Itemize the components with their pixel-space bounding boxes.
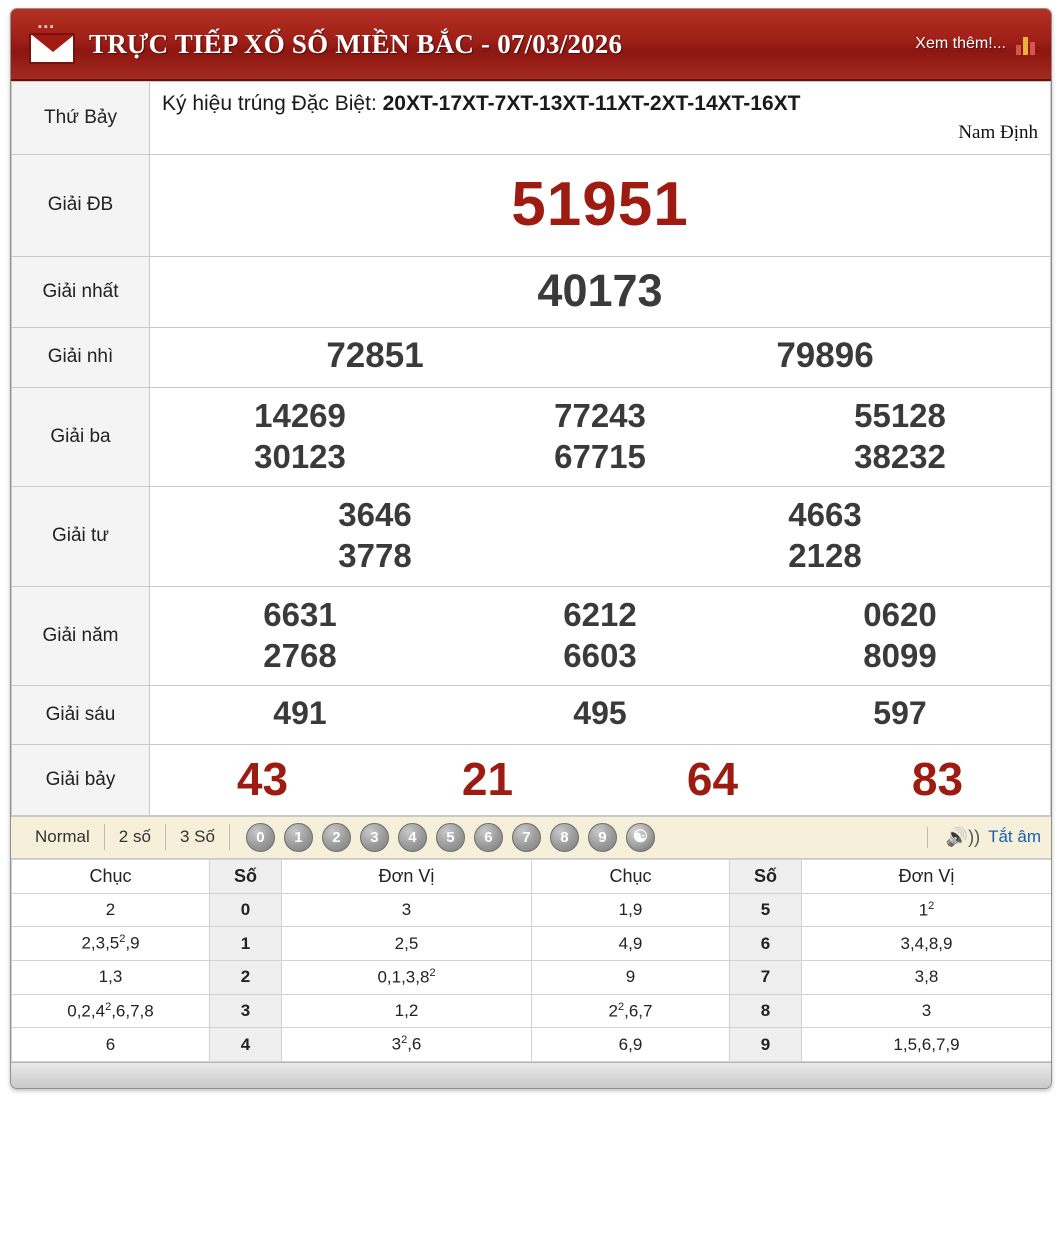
prize-row-3: [12, 387, 1051, 487]
digit-ball-8[interactable]: 8: [550, 823, 579, 852]
stats-header-so-left: Số: [210, 859, 282, 893]
digit-ball-2[interactable]: 2: [322, 823, 351, 852]
page-title: TRỰC TIẾP XỔ SỐ MIỀN BẮC - 07/03/2026: [89, 28, 623, 59]
cell-so-left: 4: [210, 1028, 282, 1062]
mute-button[interactable]: Tắt âm: [988, 827, 1041, 847]
stats-header-row: [12, 859, 1052, 893]
prize-number: 77243: [554, 396, 646, 434]
prize-label-4: Giải tư: [12, 487, 150, 587]
prize-number: 72851: [326, 335, 424, 375]
lottery-window: [10, 8, 1052, 1089]
cell-chuc-right: 6,9: [532, 1028, 730, 1062]
prize-number: 67715: [554, 437, 646, 475]
prize-number: 79896: [776, 335, 874, 375]
prize-number: 64: [686, 752, 739, 805]
yin-yang-ball[interactable]: ☯: [626, 823, 655, 852]
cell-donvi-right: 1,5,6,7,9: [802, 1028, 1052, 1062]
digit-ball-0[interactable]: 0: [246, 823, 275, 852]
cell-chuc-left: 0,2,4$^2$,6,7,8: [12, 994, 210, 1028]
prize-number: 3646: [338, 496, 412, 534]
prize-row-1: [12, 256, 1051, 327]
prize-number: 597: [873, 695, 927, 732]
see-more-link[interactable]: Xem thêm!...: [915, 35, 1006, 52]
cell-donvi-left: 1,2: [282, 994, 532, 1028]
results-table: [11, 81, 1051, 816]
prize-row-4: [12, 487, 1051, 587]
cell-chuc-left: 1,3: [12, 961, 210, 995]
cell-chuc-right: $2^2,6,7$: [532, 994, 730, 1028]
cell-so-left: 1: [210, 927, 282, 961]
prize-label-5: Giải năm: [12, 586, 150, 686]
prize-values-6: [150, 686, 1051, 745]
prize-number: 2128: [788, 537, 862, 575]
weekday-label: Thứ Bảy: [12, 82, 150, 155]
cell-donvi-right: 3,4,8,9: [802, 927, 1052, 961]
cell-donvi-left: 3: [282, 893, 532, 927]
prize-number: 0620: [863, 595, 937, 633]
digit-ball-9[interactable]: 9: [588, 823, 617, 852]
cell-donvi-left: 2,5: [282, 927, 532, 961]
cell-so-right: 5: [730, 893, 802, 927]
table-row: [12, 1028, 1052, 1062]
mail-icon-decor: ▪▪▪: [38, 21, 56, 33]
prize-values-2: [150, 327, 1051, 387]
prize-number: 4663: [788, 496, 862, 534]
sound-controls: [927, 827, 1041, 848]
digit-ball-3[interactable]: 3: [360, 823, 389, 852]
cell-chuc-right: 4,9: [532, 927, 730, 961]
prize-number: 495: [573, 695, 627, 732]
province-label: Nam Định: [958, 122, 1038, 144]
cell-chuc-right: 1,9: [532, 893, 730, 927]
digit-ball-5[interactable]: 5: [436, 823, 465, 852]
prize-label-7: Giải bảy: [12, 744, 150, 815]
cell-so-left: 2: [210, 961, 282, 995]
prize-value-db: 51951: [150, 154, 1051, 256]
prize-label-db: Giải ĐB: [12, 154, 150, 256]
prize-number: 55128: [854, 396, 946, 434]
prize-number: 3778: [338, 537, 412, 575]
cell-chuc-left: 6: [12, 1028, 210, 1062]
mode-normal-button[interactable]: Normal: [21, 824, 105, 850]
symbol-value: 20XT-17XT-7XT-13XT-11XT-2XT-14XT-16XT: [382, 92, 801, 115]
table-row: [12, 961, 1052, 995]
prize-values-5: [150, 586, 1051, 686]
cell-so-right: 8: [730, 994, 802, 1028]
cell-so-right: 9: [730, 1028, 802, 1062]
prize-row-db: [12, 154, 1051, 256]
prize-number: 83: [911, 752, 964, 805]
prize-label-6: Giải sáu: [12, 686, 150, 745]
cell-donvi-right: 3,8: [802, 961, 1052, 995]
cell-donvi-left: 0,1,3,8$^2$: [282, 961, 532, 995]
cell-so-right: 6: [730, 927, 802, 961]
stats-header-so-right: Số: [730, 859, 802, 893]
prize-label-2: Giải nhì: [12, 327, 150, 387]
prize-number: 2768: [263, 636, 337, 674]
bar-chart-icon[interactable]: [1016, 33, 1035, 55]
prize-number: 6212: [563, 595, 637, 633]
title-bar: [11, 9, 1051, 81]
digit-ball-4[interactable]: 4: [398, 823, 427, 852]
table-row: [12, 994, 1052, 1028]
prize-number: 6603: [563, 636, 637, 674]
prize-number: 8099: [863, 636, 937, 674]
stats-header-chuc-right: Chục: [532, 859, 730, 893]
prize-values-4: [150, 487, 1051, 587]
digit-filter-balls: [246, 823, 655, 852]
stats-header-donvi-left: Đơn Vị: [282, 859, 532, 893]
table-row: [12, 927, 1052, 961]
prize-row-7: [12, 744, 1051, 815]
prize-number: 43: [236, 752, 289, 805]
stats-header-chuc-left: Chục: [12, 859, 210, 893]
cell-chuc-right: 9: [532, 961, 730, 995]
symbol-cell: [150, 82, 1051, 155]
cell-so-left: 3: [210, 994, 282, 1028]
title-bar-right: [915, 33, 1035, 55]
prize-row-6: [12, 686, 1051, 745]
prize-number: 491: [273, 695, 327, 732]
digit-ball-1[interactable]: 1: [284, 823, 313, 852]
prize-label-1: Giải nhất: [12, 256, 150, 327]
stats-header-donvi-right: Đơn Vị: [802, 859, 1052, 893]
symbol-label: Ký hiệu trúng Đặc Biệt:: [162, 92, 377, 115]
prize-value-1: 40173: [150, 256, 1051, 327]
digit-stats-table: [11, 859, 1052, 1062]
prize-number: 30123: [254, 437, 346, 475]
mail-icon: [29, 21, 75, 64]
prize-number: 38232: [854, 437, 946, 475]
prize-values-7: [150, 744, 1051, 815]
mail-icon-envelope: [29, 33, 75, 64]
cell-donvi-left: $3^2,6$: [282, 1028, 532, 1062]
cell-so-left: 0: [210, 893, 282, 927]
prize-row-2: [12, 327, 1051, 387]
three-digit-button[interactable]: 3 Số: [166, 824, 230, 850]
prize-number: 14269: [254, 396, 346, 434]
cell-chuc-left: 2,3,5$^2$,9: [12, 927, 210, 961]
prize-label-3: Giải ba: [12, 387, 150, 487]
cell-chuc-left: 2: [12, 893, 210, 927]
digit-ball-7[interactable]: 7: [512, 823, 541, 852]
options-toolbar: [11, 816, 1051, 859]
cell-donvi-right: $1^2$: [802, 893, 1052, 927]
two-digit-button[interactable]: 2 số: [105, 824, 166, 850]
cell-donvi-right: 3: [802, 994, 1052, 1028]
symbol-row: [12, 82, 1051, 155]
window-footer: [11, 1062, 1051, 1088]
digit-ball-6[interactable]: 6: [474, 823, 503, 852]
speaker-icon[interactable]: 🔊)): [945, 826, 981, 847]
prize-number: 21: [461, 752, 514, 805]
prize-number: 6631: [263, 595, 337, 633]
cell-so-right: 7: [730, 961, 802, 995]
prize-values-3: [150, 387, 1051, 487]
table-row: [12, 893, 1052, 927]
prize-row-5: [12, 586, 1051, 686]
